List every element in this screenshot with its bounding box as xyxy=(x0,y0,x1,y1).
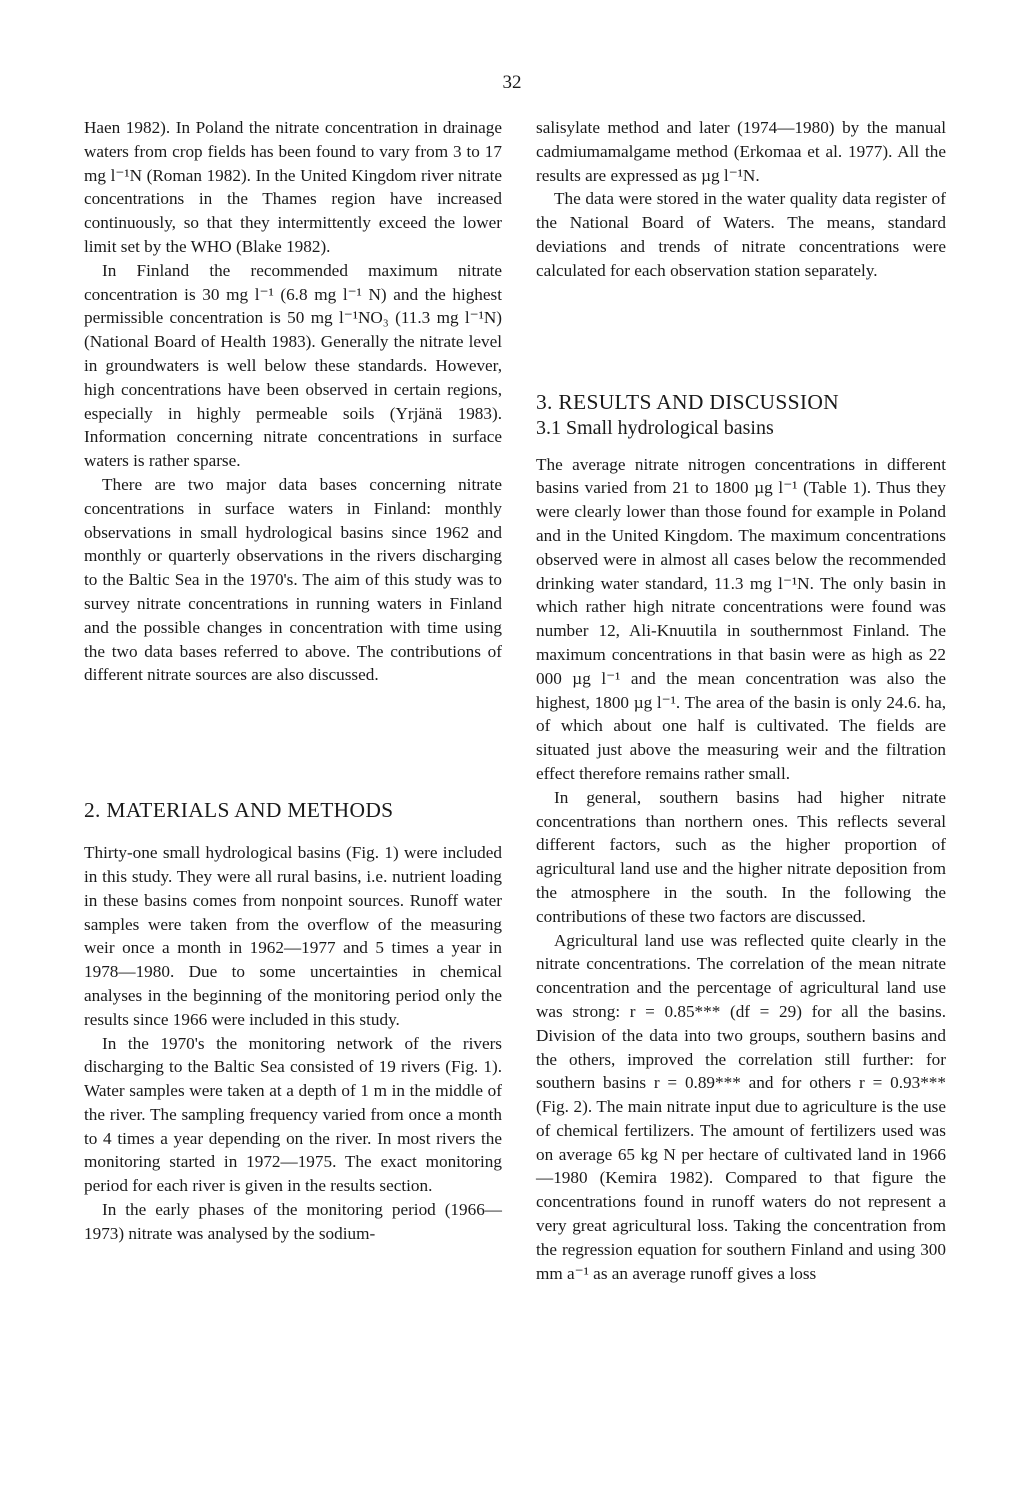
page-number: 32 xyxy=(502,72,522,93)
paragraph: Agricultural land use was reflected quite clearly in the nitrate concentrations. The correlation of the mean nitrate concentration and the percentage of agricultural land use was strong: r = 0.85*** (df = 29) for all the basins. Division of the data into two groups, southern basins and the others, improved the correlation still further: for southern basins r = 0.89*** and for others r = 0.93*** (Fig. 2). The main nitrate input due to agriculture is the use of chemical fertilizers. The amount of fertilizers used was on average 65 kg N per hectare of cultivated land in 1966—1980 (Kemira 1982). Compared to that figure the concentrations found in runoff waters do not represent a very great agricultural loss. Taking the concentration from the regression equation for southern Finland and using 300 mm a⁻¹ as an average runoff gives a loss xyxy=(536,930,946,1283)
section-heading: 3. RESULTS AND DISCUSSION xyxy=(536,389,839,414)
paragraph: Haen 1982). In Poland the nitrate concentration in drainage waters from crop fields has been found to vary from 3 to 17 mg l⁻¹N (Roman 1982). In the United Kingdom river nitrate concentrations in the Thames region have increased continuously, so that they intermittently exceed the lower limit set by the WHO (Blake 1982). xyxy=(84,118,502,256)
paragraph: The average nitrate nitrogen concentrations in different basins varied from 21 to 1800 µg l⁻¹ (Table 1). Thus they were clearly lower than those found for example in Poland and in the United Kingdom. The maximum concentrations observed were in almost all cases below the recommended drinking water standard, 11.3 mg l⁻¹N. The only basin in which rather high nitrate concentrations were found was number 12, Ali-Knuutila in southernmost Finland. The maximum concentrations in that basin were as high as 22 000 µg l⁻¹ and the mean concentration was also the highest, 1800 µg l⁻¹. The area of the basin is only 24.6. ha, of which about one half is cultivated. The fields are situated just above the measuring weir and the filtration effect therefore remains rather small. xyxy=(536,454,946,783)
paragraph: salisylate method and later (1974—1980) by the manual cadmiumamalgame method (Erkomaa et al. 1977). All the results are expressed as µg l⁻¹N. xyxy=(536,118,946,185)
right-column xyxy=(536,116,946,1285)
paragraph: In Finland the recommended maximum nitrate concentration is 30 mg l⁻¹ (6.8 mg l⁻¹ N) and the highest permissible concentration is 50 mg l⁻¹NO₃ (11.3 mg l⁻¹N) (National Board of Health 1983). Generally the nitrate level in groundwaters is well below these standards. However, high concentrations have been observed in certain regions, especially in highly permeable soils (Yrjänä 1983). Information concerning nitrate concentrations in surface waters is rather sparse. xyxy=(84,260,502,471)
paragraph: There are two major data bases concerning nitrate concentrations in surface waters in Finland: monthly observations in small hydrological basins since 1962 and monthly or quarterly observations in the rivers discharging to the Baltic Sea in the 1970's. The aim of this study was to survey nitrate concentrations in running waters in Finland and the possible changes in concentration with time using the two data bases referred to above. The contributions of different nitrate sources are also discussed. xyxy=(84,474,502,685)
paragraph: In the 1970's the monitoring network of the rivers discharging to the Baltic Sea consisted of 19 rivers (Fig. 1). Water samples were taken at a depth of 1 m in the middle of the river. The sampling frequency varied from once a month to 4 times a year depending on the river. In most rivers the monitoring started in 1972—1975. The exact monitoring period for each river is given in the results section. xyxy=(84,1033,502,1196)
paragraph: In the early phases of the monitoring period (1966—1973) nitrate was analysed by the sodium- xyxy=(84,1200,502,1243)
paragraph: Thirty-one small hydrological basins (Fig. 1) were included in this study. They were all rural basins, i.e. nutrient loading in these basins comes from nonpoint sources. Runoff water samples were taken from the overflow of the measuring weir once a month in 1962—1977 and 5 times a year in 1978—1980. Due to some uncertainties in chemical analyses in the beginning of the monitoring period only the results since 1966 were included in this study. xyxy=(84,843,502,1029)
left-column xyxy=(84,116,502,1246)
paragraph: The data were stored in the water quality data register of the National Board of Waters. The means, standard deviations and trends of nitrate concentrations were calculated for each observation station separately. xyxy=(536,189,946,280)
subsection-heading: 3.1 Small hydrological basins xyxy=(536,416,774,439)
section-heading: 2. MATERIALS AND METHODS xyxy=(84,798,394,823)
paragraph: In general, southern basins had higher nitrate concentrations than northern ones. This reflects several different factors, such as the higher proportion of agricultural land use and the higher nitrate deposition from the atmosphere in the south. In the following the contributions of these two factors are discussed. xyxy=(536,787,946,926)
